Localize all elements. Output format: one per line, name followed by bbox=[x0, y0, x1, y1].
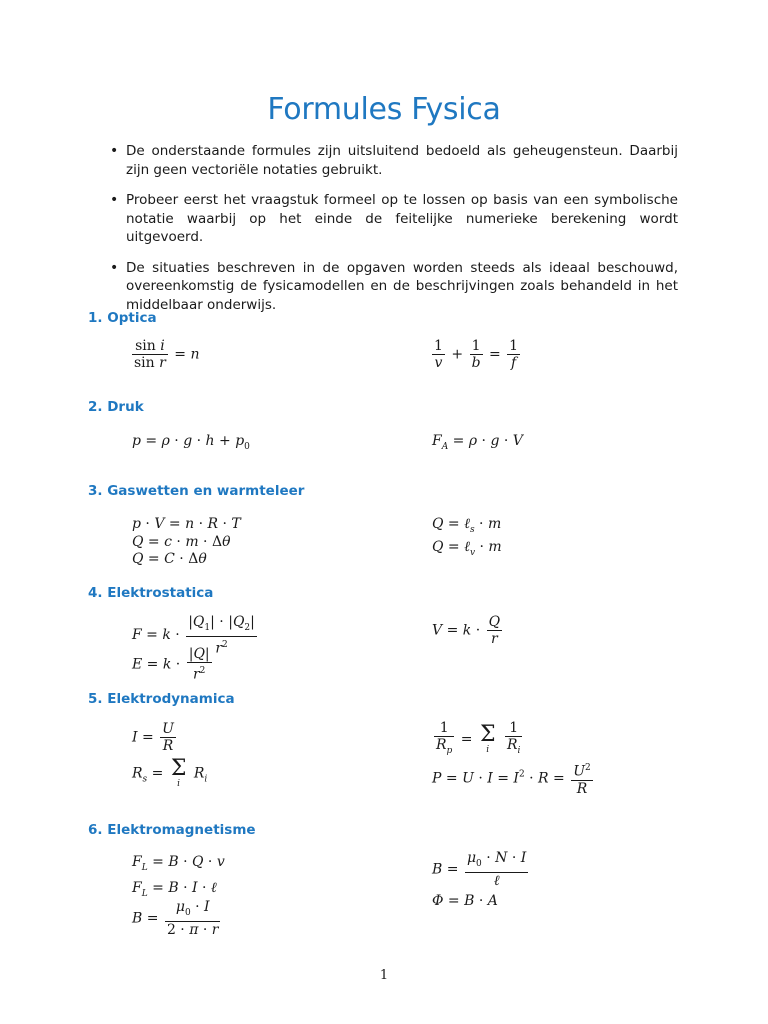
formula-lorentz-current: $F_L = B \cdot I$ · ℓ bbox=[132, 880, 217, 899]
section-heading-gaswetten: 3. Gaswetten en warmteleer bbox=[88, 483, 305, 499]
formula-lorentz-charge: $F_L = B \cdot Q \cdot v$ bbox=[132, 854, 225, 873]
formula-latent-heat: Q = ℓ$_s$ · m Q = ℓ$_v$ · m bbox=[432, 516, 502, 559]
page-number: 1 bbox=[379, 968, 389, 983]
section-heading-druk: 2. Druk bbox=[88, 399, 144, 415]
formula-potential: V = k · $\frac{Q}{r}$ bbox=[432, 614, 501, 647]
formula-coulomb: F = k · $\frac{|Q_1| \cdot |Q_2|}{r^2}$ bbox=[132, 614, 255, 657]
list-item: • De onderstaande formules zijn uitsluitend bedoeld als geheugensteun. Daarbij zijn geen vectoriële notaties gebruikt. bbox=[108, 142, 678, 179]
formula-gas-heat: p · V = n · R · T Q = c · m · Δθ Q = C · Δθ bbox=[132, 516, 241, 567]
formula-field-strength: E = k · $\frac{|Q|}{r^2}$ bbox=[132, 646, 210, 683]
formula-parallel-resistance: $\frac{1}{R_p}$ = Σ i $\frac{1}{R_i}$ bbox=[436, 720, 521, 756]
formula-coil-field: B = $\frac{\mu_0 \cdot N \cdot I}{\text{ℓ}}$ bbox=[432, 850, 527, 889]
list-item: • De situaties beschreven in de opgaven worden steeds als ideaal beschouwd, overeenkomstig de fysicamodellen en de beschrijvingen zoals behandeld in het middelbaar onderwijs. bbox=[108, 259, 678, 315]
formula-series-resistance: $R_s$ = Σ i $R_i$ bbox=[132, 756, 208, 789]
intro-list bbox=[108, 142, 678, 326]
formula-lens: $\frac{1}{v}$ + $\frac{1}{b}$ = $\frac{1}{f}$ bbox=[434, 338, 519, 371]
formula-archimedes: $F_A = \rho \cdot g \cdot V$ bbox=[432, 433, 523, 452]
section-heading-elektrostatica: 4. Elektrostatica bbox=[88, 585, 214, 601]
formula-power: $P = U \cdot I = I^2 \cdot R$ = $\frac{U^2}{R}$ bbox=[432, 760, 595, 797]
list-item: • Probeer eerst het vraagstuk formeel op te lossen op basis van een symbolische notatie waarbij op het einde de feitelijke numerieke berekening wordt uitgevoerd. bbox=[108, 191, 678, 247]
formula-hydrostatic: $p = \rho \cdot g \cdot h + p_0$ bbox=[132, 433, 250, 452]
formula-flux: Φ = B · A bbox=[432, 893, 498, 909]
formula-wire-field: B = $\frac{\mu_0 \cdot I}{2 \cdot \pi \cdot r}$ bbox=[132, 899, 219, 938]
formula-snell: $\frac{\text{sin i}}{\text{sin r}}$ = n bbox=[134, 338, 200, 371]
section-heading-elektromagnetisme: 6. Elektromagnetisme bbox=[88, 822, 256, 838]
section-heading-elektrodynamica: 5. Elektrodynamica bbox=[88, 691, 235, 707]
formula-ohm: I = $\frac{U}{R}$ bbox=[132, 721, 174, 754]
page-title: Formules Fysica bbox=[267, 92, 501, 127]
section-heading-optica: 1. Optica bbox=[88, 310, 157, 326]
